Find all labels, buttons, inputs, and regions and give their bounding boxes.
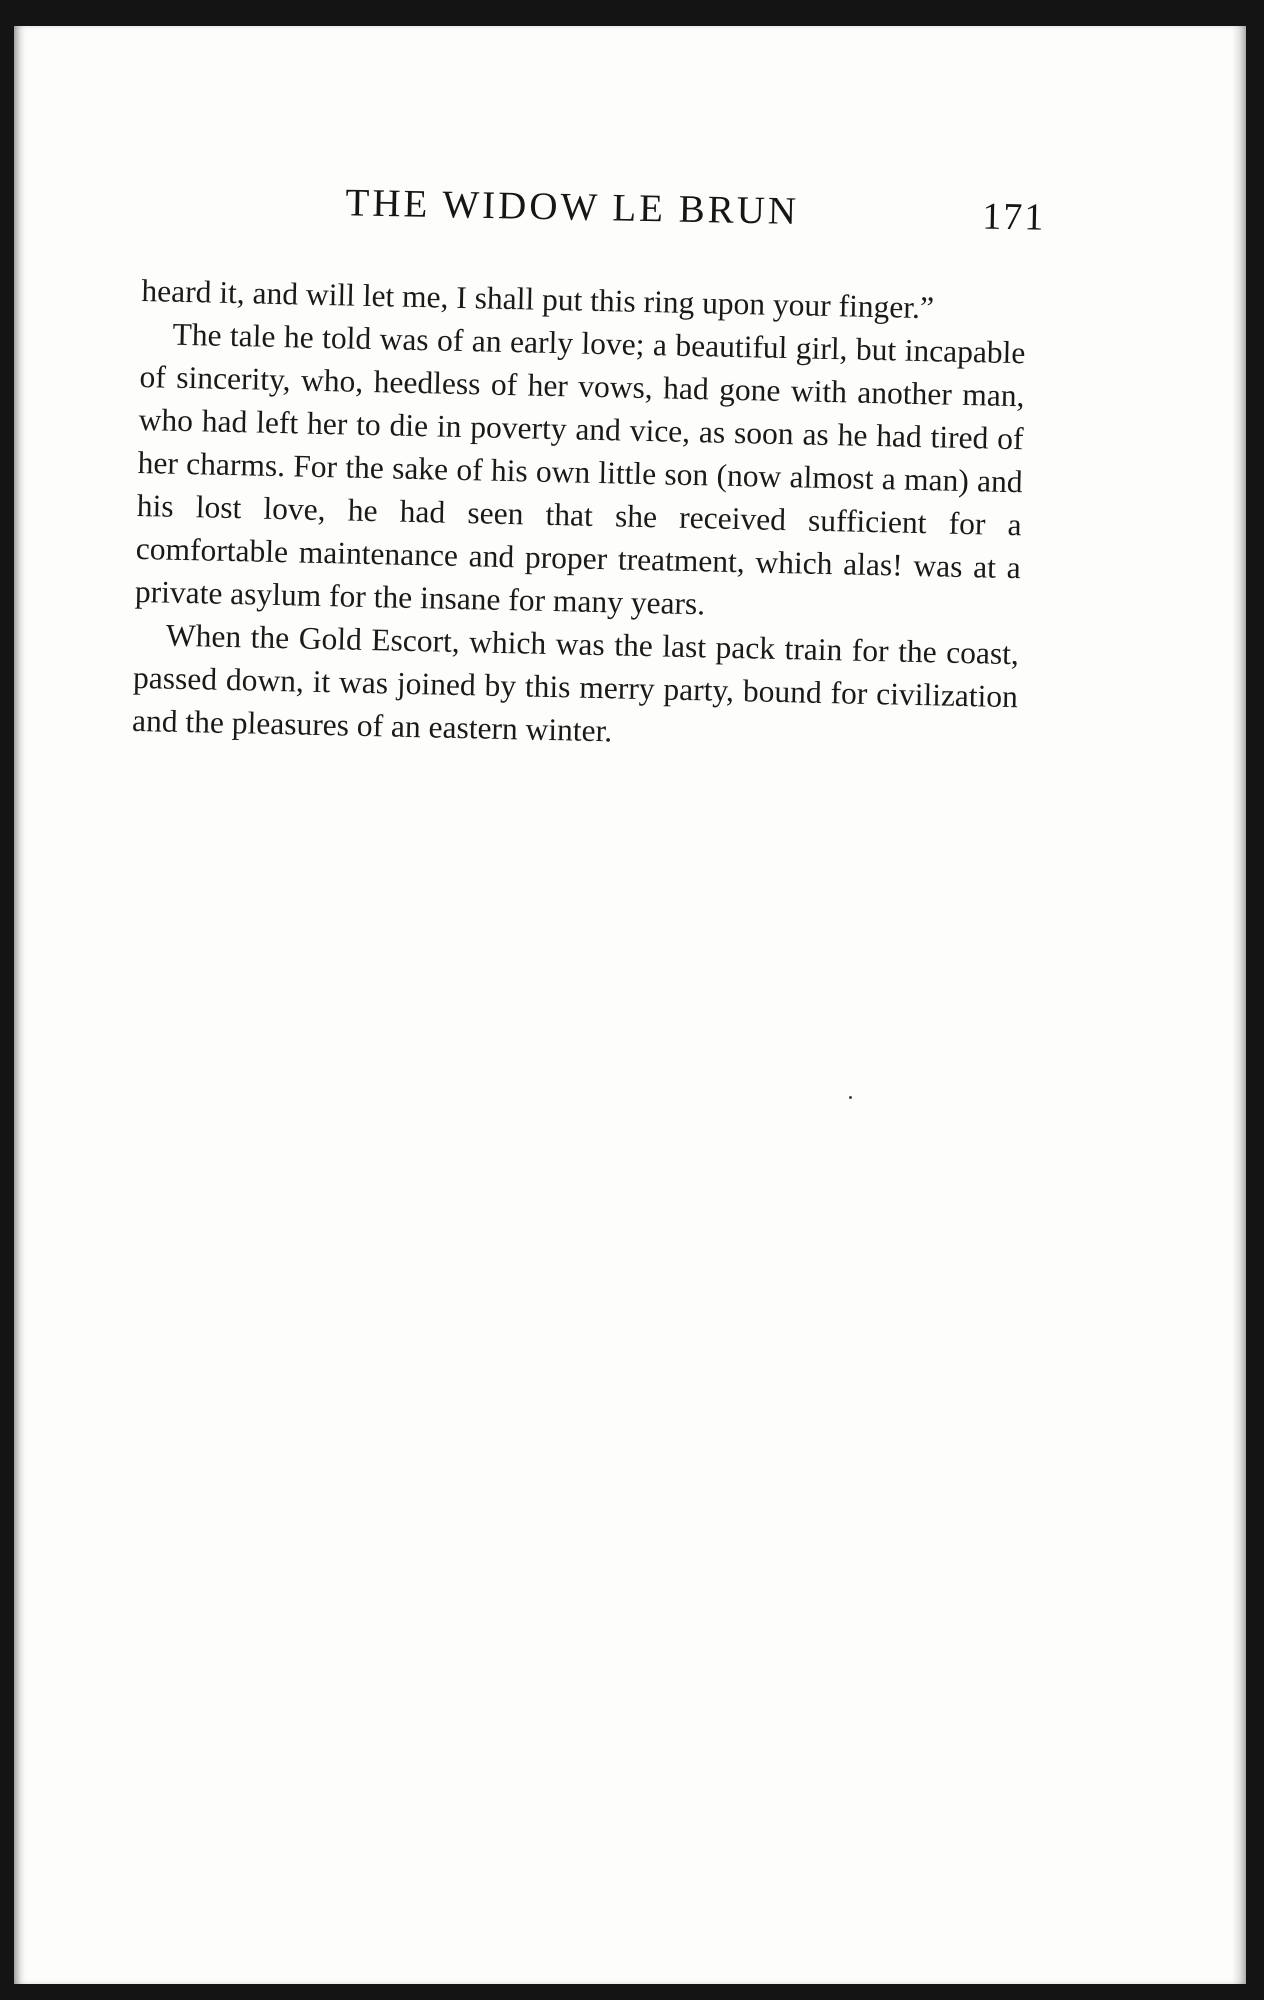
paragraph: When the Gold Escort, which was the last pack train for the coast, passed down, it was joined by this merry party, bound for civilization and the pleasures of an eastern winter. (131, 617, 1020, 749)
page-number: 171 (981, 195, 1046, 239)
paragraph: The tale he told was of an early love; a beautiful girl, but incapable of sincerity, who, heedless of her vows, had gone with another man, who had left her to die in poverty and vice, as soon as he had tired of her charms. For the sake of his own little son (now almost a man) and his lost love, he had seen that she received sufficient for a comfortable maintenance and proper treatment, which alas! was at a private asylum for the insane for many years. (134, 316, 1026, 622)
running-head (123, 176, 1046, 264)
print-speck (849, 1096, 852, 1099)
page-edge-shadow (1232, 26, 1246, 1984)
book-page (14, 26, 1246, 1984)
running-title: THE WIDOW LE BRUN (345, 181, 800, 233)
paragraph-continued: heard it, and will let me, I shall put this ring upon your finger.” (141, 272, 935, 326)
body-text (132, 269, 1027, 761)
